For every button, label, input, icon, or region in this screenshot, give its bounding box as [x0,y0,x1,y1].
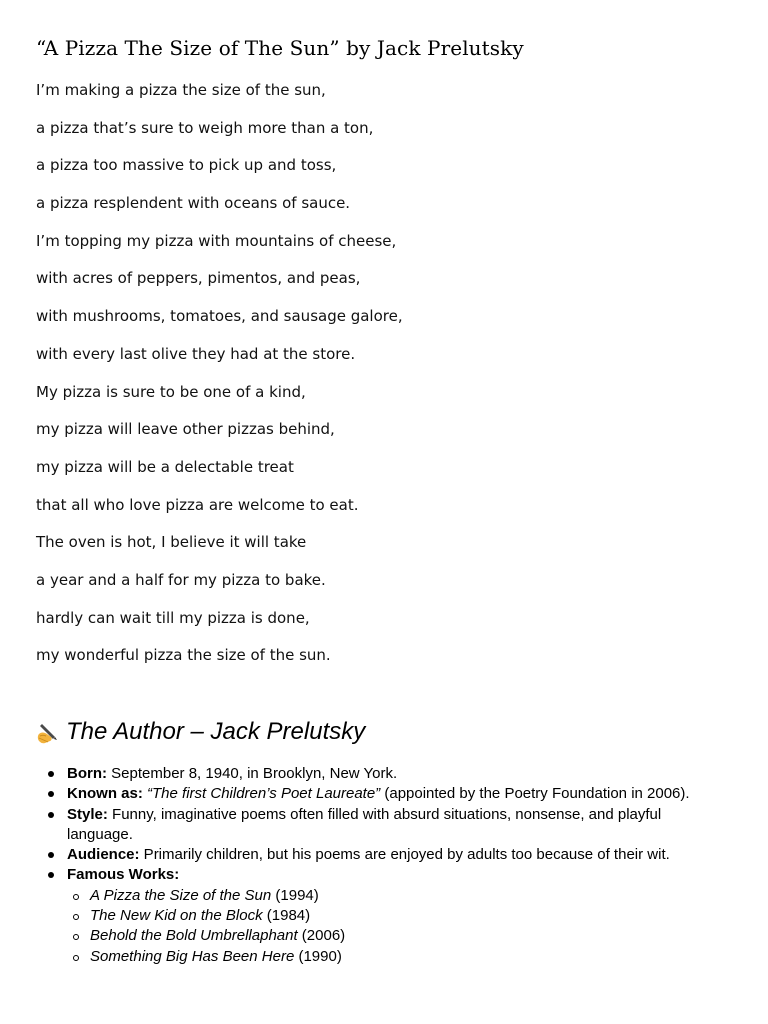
fact-label: Famous Works: [67,866,180,884]
fact-value: Funny, imaginative poems often filled with absurd situations, nonsense, and playful language. [67,805,662,843]
poem-line: with mushrooms, tomatoes, and sausage galore, [36,307,403,326]
fact-style [36,805,716,846]
fact-value: September 8, 1940, in Brooklyn, New York. [107,765,398,782]
work-title: Behold the Bold Umbrellaphant [90,927,298,945]
work-year: (1994) [271,886,319,904]
work-item [67,886,716,906]
poem-line: hardly can wait till my pizza is done, [36,608,310,627]
fact-label: Style: [67,805,108,823]
work-year: (1990) [294,947,342,965]
work-item [67,906,716,926]
famous-works-list [67,886,716,967]
fact-known-as [36,784,716,804]
writing-hand-icon [36,721,60,745]
poem-line: a pizza resplendent with oceans of sauce. [36,194,351,213]
fact-born [36,764,716,784]
work-year: (2006) [297,927,346,945]
work-title: The New Kid on the Block [90,907,263,925]
poem-line: with acres of peppers, pimentos, and peas, [36,269,361,288]
poem-line: a pizza too massive to pick up and toss, [36,156,337,175]
poem-text [36,79,403,682]
work-title: Something Big Has Been Here [90,947,295,965]
poem-line: my pizza will be a delectable treat [36,457,294,476]
fact-audience [36,845,716,865]
fact-label: Born: [67,765,107,782]
poem-title: “A Pizza The Size of The Sun” by Jack Prelutsky [36,36,524,60]
poem-line: My pizza is sure to be one of a kind, [36,382,306,401]
fact-value: (appointed by the Poetry Foundation in 2006). [380,785,690,803]
work-item [67,926,716,946]
fact-value: Primarily children, but his poems are enjoyed by adults too because of their wit. [139,846,670,864]
poem-line: I’m making a pizza the size of the sun, [36,81,326,99]
fact-label: Known as: [67,785,143,803]
poem-line: a year and a half for my pizza to bake. [36,570,326,589]
work-title: A Pizza the Size of the Sun [90,886,272,904]
poem-line: my wonderful pizza the size of the sun. [36,646,331,665]
poem-line: that all who love pizza are welcome to eat. [36,495,359,514]
poem-line: a pizza that’s sure to weigh more than a ton, [36,118,374,137]
work-item [67,947,716,967]
author-facts-list [36,764,716,967]
fact-famous-works [36,865,716,966]
poem-line: with every last olive they had at the store. [36,344,356,363]
author-heading-text: The Author – Jack Prelutsky [66,718,366,745]
poem-line: I’m topping my pizza with mountains of cheese, [36,231,397,250]
author-section-heading [36,718,365,746]
fact-quote: “The first Children’s Poet Laureate” [147,785,381,803]
work-year: (1984) [262,907,311,925]
poem-line: The oven is hot, I believe it will take [36,533,307,552]
poem-line: my pizza will leave other pizzas behind, [36,420,335,439]
fact-label: Audience: [67,846,140,864]
